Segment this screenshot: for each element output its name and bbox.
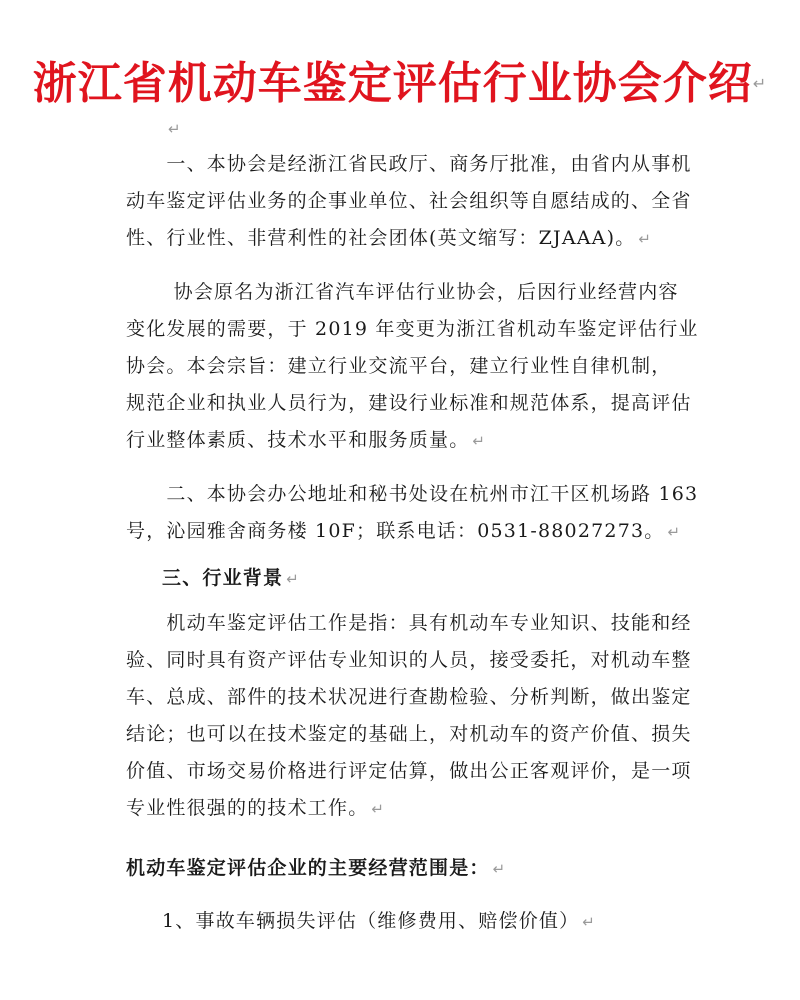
text-line-content: 专业性很强的的技术工作。 [126,797,369,819]
text-line [126,513,698,550]
text-line: 车、总成、部件的技术状况进行查勘检验、分析判断，做出鉴定 [126,686,692,708]
text-line-content: 行业整体素质、技术水平和服务质量。 [126,429,470,451]
paragraph-mark-icon: ↵ [752,74,768,93]
paragraph-mark-icon: ↵ [286,570,300,588]
document-title [0,52,800,116]
text-line [126,790,692,827]
paragraph-mark-icon: ↵ [638,230,653,248]
text-line: 结论；也可以在技术鉴定的基础上，对机动车的资产价值、损失 [126,723,692,745]
text-line: 规范企业和执业人员行为，建设行业标准和规范体系，提高评估 [126,392,692,414]
text-line: 验、同时具有资产评估专业知识的人员，接受委托，对机动车整 [126,649,692,671]
title-text: 浙江省机动车鉴定评估行业协会介绍 [32,58,753,109]
text-line: 一、本协会是经浙江省民政厅、商务厅批准，由省内从事机 [126,153,692,175]
business-scope-item [162,903,596,941]
list-item-text: 1、事故车辆损失评估（维修费用、赔偿价值） [162,910,580,932]
paragraph-association-intro [126,146,692,257]
paragraph-mark-icon: ↵ [582,913,597,931]
paragraph-association-history [126,274,699,459]
paragraph-office-address [126,476,698,550]
text-line-content: 号，沁园雅舍商务楼 10F；联系电话：0531-88027273。 [126,520,665,542]
paragraph-mark-icon: ↵ [168,120,181,138]
paragraph-mark-icon: ↵ [667,523,682,541]
text-line-content: 性、行业性、非营利性的社会团体(英文缩写：ZJAAA)。 [126,227,636,249]
heading-text: 三、行业背景 [162,567,284,589]
business-scope-heading [126,850,506,888]
text-line: 动车鉴定评估业务的企事业单位、社会组织等自愿结成的、全省 [126,190,692,212]
text-line: 协会。本会宗旨：建立行业交流平台，建立行业性自律机制， [126,355,672,377]
text-line: 协会原名为浙江省汽车评估行业协会，后因行业经营内容 [126,281,679,303]
text-line: 机动车鉴定评估工作是指：具有机动车专业知识、技能和经 [126,612,692,634]
section-heading-industry-background [162,560,300,598]
paragraph-industry-background [126,605,692,827]
paragraph-mark-icon: ↵ [472,432,487,450]
text-line: 变化发展的需要，于 2019 年变更为浙江省机动车鉴定评估行业 [126,318,699,340]
text-line [126,220,692,257]
paragraph-mark-icon: ↵ [492,860,507,878]
text-line: 价值、市场交易价格进行评定估算，做出公正客观评价，是一项 [126,760,692,782]
text-line: 二、本协会办公地址和秘书处设在杭州市江干区机场路 163 [126,483,699,505]
heading-text: 机动车鉴定评估企业的主要经营范围是： [126,857,490,879]
text-line [126,422,699,459]
paragraph-mark-icon: ↵ [371,800,386,818]
